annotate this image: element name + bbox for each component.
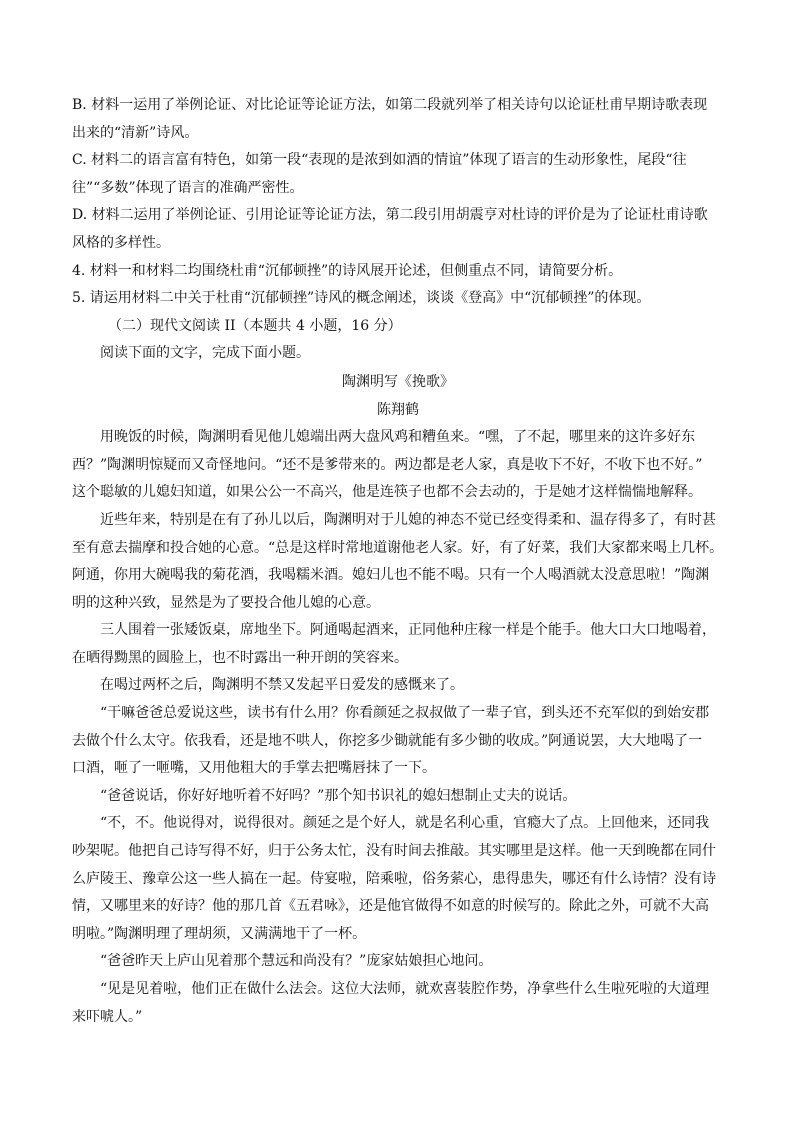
paragraph-5 — [72, 700, 724, 783]
paragraph-line: 西？”陶渊明惊疑而又奇怪地问。“还不是爹带来的。两边都是老人家，真是收下不好，不收下也不好。” — [72, 456, 703, 473]
paragraph-line: 明的这种兴致，显然是为了要投合他儿媳的心意。 — [72, 594, 380, 611]
question-4: 4. 材料一和材料二均围绕杜甫“沉郁顿挫”的诗风展开论述，但侧重点不同，请简要分析。 — [72, 262, 623, 279]
paragraph-line: “干嘛爸爸总爱说这些，读书有什么用？你看颜延之叔叔做了一辈子官，到头还不充军似的到始安郡 — [100, 705, 710, 722]
paragraph-line: “爸爸说话，你好好地听着不好吗？”那个知书识礼的媳妇想制止丈夫的说话。 — [100, 787, 577, 804]
option-c — [72, 147, 724, 202]
paragraph-line: 阿通，你用大碗喝我的菊花酒，我喝糯米酒。媳妇儿也不能不喝。只有一个人喝酒就太没意思啦！”陶渊 — [72, 567, 710, 584]
paragraph-line: 么庐陵王、豫章公这一些人搞在一起。侍宴啦，陪乘啦，俗务萦心，患得患失，哪还有什么诗情？没有诗 — [72, 870, 716, 887]
paragraph-line: “见是见着啦，他们正在做什么法会。这位大法师，就欢喜装腔作势，净拿些什么生啦死啦的大道理 — [100, 981, 710, 997]
paragraph-line: 去做个什么太守。依我看，还是地不哄人，你挖多少锄就能有多少锄的收成。”阿通说罢，大大地喝了一 — [72, 732, 703, 749]
paragraph-7 — [72, 810, 724, 948]
paragraph-line: “不，不。他说得对，说得很对。颜延之是个好人，就是名利心重，官瘾大了点。上回他来，还同我 — [100, 815, 710, 832]
article-author: 陈翔鹤 — [377, 401, 419, 418]
option-b-line: B. 材料一运用了举例论证、对比论证等论证方法，如第二段就列举了相关诗句以论证杜甫早期诗歌表现 — [72, 97, 708, 113]
paragraph-line: 来吓唬人。” — [72, 1008, 143, 1025]
paragraph-line: 用晚饭的时候，陶渊明看见他儿媳端出两大盘风鸡和糟鱼来。“嘿，了不起，哪里来的这许多好东 — [100, 429, 696, 446]
question-5: 5. 请运用材料二中关于杜甫“沉郁顿挫”诗风的概念阐述，谈谈《登高》中“沉郁顿挫”的体现。 — [72, 290, 651, 307]
paragraph-line: 情，又哪里来的好诗？他的那几首《五君咏》，还是他官做得不如意的时候写的。除此之外，可就不大高 — [72, 898, 709, 915]
paragraph-4 — [72, 672, 724, 700]
paragraph-line: 明啦。”陶渊明理了理胡须，又满满地干了一杯。 — [72, 925, 367, 942]
paragraph-9 — [72, 976, 724, 1031]
paragraph-1 — [72, 424, 724, 507]
paragraph-line: 吵架呢。他把自己诗写得不好，归于公务太忙，没有时间去推敲。其实哪里是这样。他一天到晚都在同什 — [72, 843, 716, 860]
option-c-line: C. 材料二的语言富有特色，如第一段“表现的是浓到如酒的情谊”体现了语言的生动形象性，尾段“往 — [72, 152, 687, 169]
paragraph-line: 三人围着一张矮饭桌，席地坐下。阿通喝起酒来，正同他种庄稼一样是个能手。他大口大口地喝着， — [100, 622, 716, 639]
option-b — [72, 92, 724, 147]
paragraph-line: 这个聪敏的儿媳妇知道，如果公公一不高兴，他是连筷子也都不会去动的，于是她才这样惴惴地解释。 — [72, 484, 702, 501]
paragraph-8 — [72, 948, 724, 976]
option-d — [72, 202, 724, 257]
paragraph-line: “爸爸昨天上庐山见着那个慧远和尚没有？”庞家姑娘担心地问。 — [100, 953, 493, 970]
option-b-line: 出来的“清新”诗风。 — [72, 124, 199, 141]
paragraph-line: 在喝过两杯之后，陶渊明不禁又发起平日爱发的感慨来了。 — [100, 677, 464, 694]
option-c-line: 往”“多数”体现了语言的准确严密性。 — [72, 179, 304, 196]
document-content — [72, 92, 724, 1031]
option-d-line: 风格的多样性。 — [72, 234, 170, 251]
article-title: 陶渊明写《挽歌》 — [342, 373, 454, 390]
paragraph-line: 口酒，咂了一咂嘴，又用他粗大的手掌去把嘴唇抹了一下。 — [72, 760, 436, 777]
section-heading: （二）现代文阅读 II（本题共 4 小题，16 分） — [108, 317, 402, 334]
section-instruction: 阅读下面的文字，完成下面小题。 — [100, 345, 310, 362]
paragraph-line: 至有意去揣摩和投合她的心意。“总是这样时常地道谢他老人家。好，有了好菜，我们大家都来喝上几杯。 — [72, 539, 724, 556]
option-d-line: D. 材料二运用了举例论证、引用论证等论证方法，第二段引用胡震亨对杜诗的评价是为了论证杜甫诗歌 — [72, 207, 708, 224]
paragraph-line: 在晒得黝黑的圆脸上，也不时露出一种开朗的笑容来。 — [72, 649, 408, 666]
paragraph-6 — [72, 783, 724, 811]
paragraph-line: 近些年来，特别是在有了孙儿以后，陶渊明对于儿媳的神态不觉已经变得柔和、温存得多了，有时甚 — [100, 511, 716, 528]
paragraph-2 — [72, 507, 724, 617]
paragraph-3 — [72, 617, 724, 672]
